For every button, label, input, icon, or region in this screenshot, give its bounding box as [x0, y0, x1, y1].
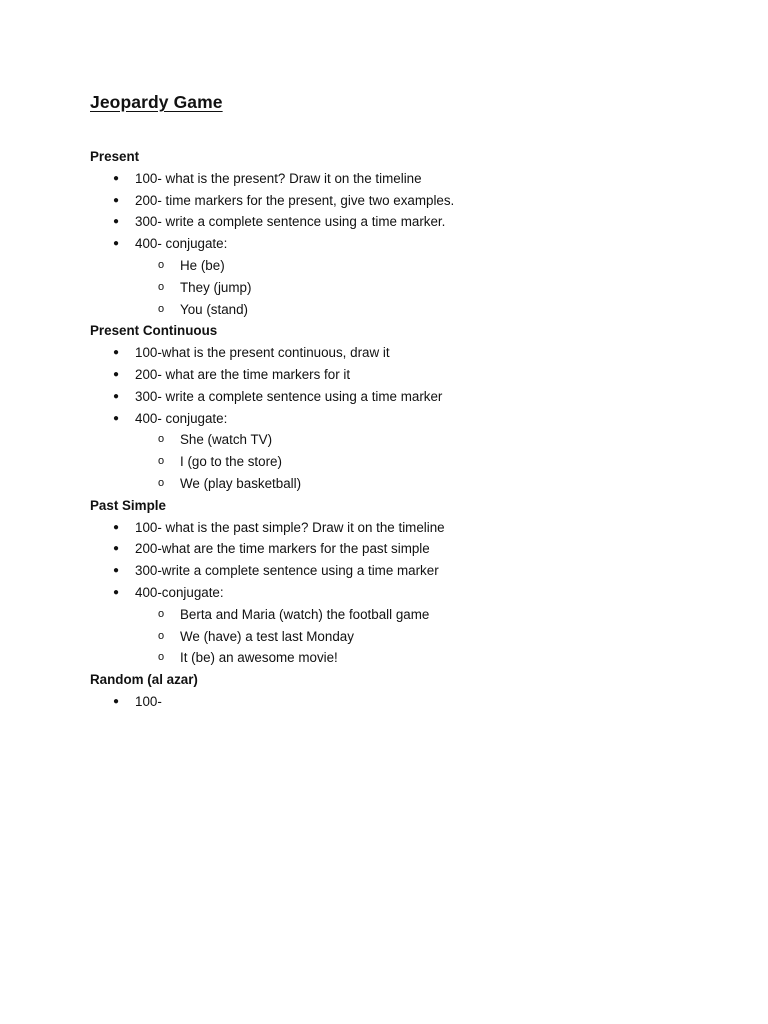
- circle-bullet-icon: o: [158, 476, 165, 489]
- section-random: [90, 669, 730, 713]
- section-heading: Present: [90, 149, 140, 164]
- question-text: 200- time markers for the present, give two examples.: [135, 192, 455, 208]
- conjugate-text: Berta and Maria (watch) the football game: [180, 606, 430, 622]
- bullet-icon: ●: [113, 565, 120, 577]
- section-heading: Random (al azar): [90, 672, 198, 688]
- question-item: [90, 582, 730, 604]
- section-heading: Past Simple: [90, 497, 166, 513]
- circle-bullet-icon: o: [158, 607, 165, 620]
- conjugate-text: We (have) a test last Monday: [180, 628, 354, 644]
- conjugate-item: [135, 604, 730, 626]
- document-body: [90, 146, 730, 713]
- question-list: [90, 517, 730, 604]
- conjugate-list: [135, 255, 730, 320]
- question-item: [90, 364, 730, 386]
- bullet-icon: ●: [113, 194, 120, 206]
- bullet-icon: ●: [113, 368, 120, 380]
- conjugate-text: It (be) an awesome movie!: [180, 650, 338, 666]
- conjugate-text: He (be): [180, 257, 225, 273]
- question-text: 100- what is the present? Draw it on the timeline: [135, 170, 422, 186]
- conjugate-text: She (watch TV): [180, 432, 273, 448]
- question-item: [90, 211, 730, 233]
- question-item: [90, 408, 730, 430]
- conjugate-list: [135, 429, 730, 494]
- circle-bullet-icon: o: [158, 455, 165, 468]
- conjugate-item: [135, 299, 730, 321]
- question-item: [90, 517, 730, 539]
- question-text: 400-conjugate:: [135, 584, 224, 600]
- circle-bullet-icon: o: [158, 651, 165, 664]
- question-text: 200-what are the time markers for the past simple: [135, 541, 430, 557]
- bullet-icon: ●: [113, 216, 120, 228]
- circle-bullet-icon: o: [158, 302, 165, 315]
- question-text: 100- what is the past simple? Draw it on the timeline: [135, 519, 445, 535]
- circle-bullet-icon: o: [158, 629, 165, 642]
- section-past-simple: [90, 495, 730, 669]
- bullet-icon: ●: [113, 347, 120, 359]
- conjugate-item: [135, 647, 730, 669]
- conjugate-item: [135, 626, 730, 648]
- question-item: [90, 168, 730, 190]
- question-text: 400- conjugate:: [135, 236, 228, 252]
- question-list: [90, 342, 730, 429]
- question-text: 300- write a complete sentence using a time marker.: [135, 214, 446, 230]
- question-text: 300-write a complete sentence using a time marker: [135, 563, 439, 579]
- conjugate-text: You (stand): [180, 301, 248, 317]
- bullet-icon: ●: [113, 521, 120, 533]
- question-item: [90, 342, 730, 364]
- document-title: Jeopardy Game: [90, 92, 223, 112]
- section-present-continuous: [90, 320, 730, 494]
- bullet-icon: ●: [113, 238, 120, 250]
- conjugate-list: [135, 604, 730, 669]
- question-text: 100-what is the present continuous, draw it: [135, 345, 390, 361]
- question-text: 400- conjugate:: [135, 410, 228, 426]
- bullet-icon: ●: [113, 586, 120, 598]
- bullet-icon: ●: [113, 695, 120, 707]
- conjugate-text: They (jump): [180, 279, 252, 295]
- section-heading: Present Continuous: [90, 323, 218, 339]
- question-list: [90, 168, 730, 255]
- question-item: [90, 691, 730, 713]
- conjugate-text: We (play basketball): [180, 475, 302, 491]
- question-item: [90, 560, 730, 582]
- conjugate-item: [135, 277, 730, 299]
- question-text: 300- write a complete sentence using a time marker: [135, 388, 443, 404]
- circle-bullet-icon: o: [158, 258, 165, 271]
- bullet-icon: ●: [113, 390, 120, 402]
- circle-bullet-icon: o: [158, 280, 165, 293]
- bullet-icon: ●: [113, 172, 120, 184]
- question-item: [90, 538, 730, 560]
- question-item: [90, 386, 730, 408]
- conjugate-text: I (go to the store): [180, 454, 282, 470]
- conjugate-item: [135, 473, 730, 495]
- bullet-icon: ●: [113, 543, 120, 555]
- question-item: [90, 190, 730, 212]
- question-text: 200- what are the time markers for it: [135, 366, 351, 382]
- conjugate-item: [135, 255, 730, 277]
- question-text: 100-: [135, 693, 162, 709]
- conjugate-item: [135, 429, 730, 451]
- question-list: [90, 691, 730, 713]
- conjugate-item: [135, 451, 730, 473]
- circle-bullet-icon: o: [158, 433, 165, 446]
- bullet-icon: ●: [113, 412, 120, 424]
- question-item: [90, 233, 730, 255]
- section-present: [90, 146, 730, 320]
